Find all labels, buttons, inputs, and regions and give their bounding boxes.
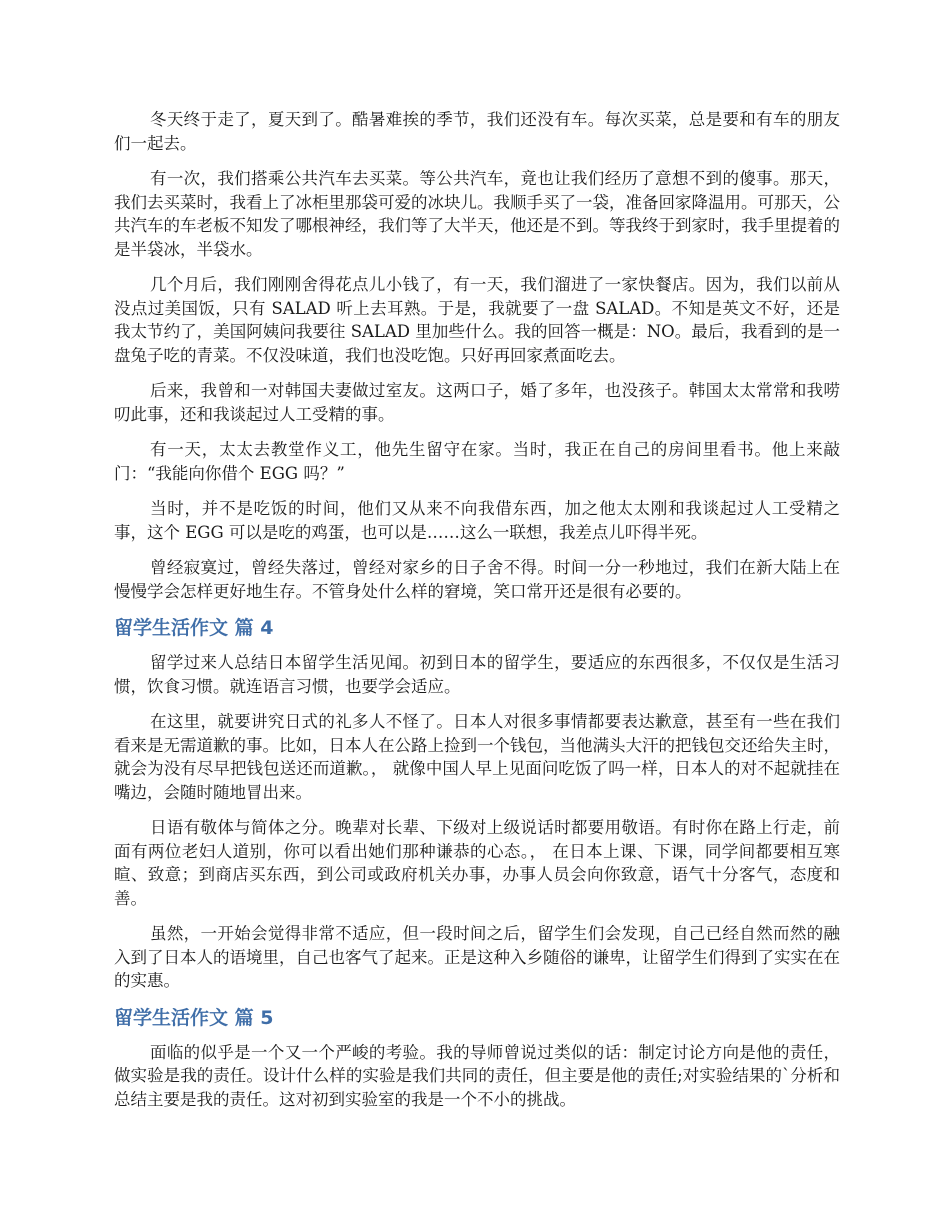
paragraph: 冬天终于走了，夏天到了。酷暑难挨的季节，我们还没有车。每次买菜，总是要和有车的朋友们一起去。 (114, 110, 840, 153)
document-page (114, 108, 840, 1123)
paragraph: 后来，我曾和一对韩国夫妻做过室友。这两口子，婚了多年，也没孩子。韩国太太常常和我唠叨此事，还和我谈起过人工受精的事。 (114, 381, 840, 424)
paragraph: 虽然，一开始会觉得非常不适应，但一段时间之后，留学生们会发现，自己已经自然而然的融入到了日本人的语境里，自己也客气了起来。正是这种入乡随俗的谦卑，让留学生们得到了实实在在的实惠。 (114, 924, 840, 990)
section-heading: 留学生活作文 篇 4 (114, 617, 274, 639)
paragraph: 有一天，太太去教堂作义工，他先生留守在家。当时，我正在自己的房间里看书。他上来敲门：“我能向你借个 EGG 吗？” (114, 440, 840, 483)
paragraph: 留学过来人总结日本留学生活见闻。初到日本的留学生，要适应的东西很多，不仅仅是生活习惯，饮食习惯。就连语言习惯，也要学会适应。 (114, 653, 840, 696)
paragraph: 当时，并不是吃饭的时间，他们又从来不向我借东西，加之他太太刚和我谈起过人工受精之事，这个 EGG 可以是吃的鸡蛋，也可以是……这么一联想，我差点儿吓得半死。 (114, 499, 840, 542)
paragraph: 有一次，我们搭乘公共汽车去买菜。等公共汽车，竟也让我们经历了意想不到的傻事。那天，我们去买菜时，我看上了冰柜里那袋可爱的冰块儿。我顺手买了一袋，准备回家降温用。可那天，公共汽车的车老板不知发了哪根神经，我们等了大半天，他还是不到。等我终于到家时，我手里提着的是半袋冰，半袋水。 (114, 169, 840, 259)
paragraph: 在这里，就要讲究日式的礼多人不怪了。日本人对很多事情都要表达歉意，甚至有一些在我们看来是无需道歉的事。比如，日本人在公路上捡到一个钱包，当他满头大汗的把钱包交还给失主时，就会为没有尽早把钱包送还而道歉。， 就像中国人早上见面问吃饭了吗一样，日本人的对不起就挂在嘴边，会随时随地冒出来。 (114, 712, 840, 802)
paragraph: 面临的似乎是一个又一个严峻的考验。我的导师曾说过类似的话：制定讨论方向是他的责任，做实验是我的责任。设计什么样的实验是我们共同的责任，但主要是他的责任;对实验结果的`分析和总结主要是我的责任。这对初到实验室的我是一个不小的挑战。 (114, 1042, 840, 1109)
paragraph: 几个月后，我们刚刚舍得花点儿小钱了，有一天，我们溜进了一家快餐店。因为，我们以前从没点过美国饭，只有 SALAD 听上去耳熟。于是，我就要了一盘 SALAD。不知是英文不好，还是我太节约了，美国阿姨问我要往 SALAD 里加些什么。我的回答一概是：NO。最后，我看到的是一盘兔子吃的青菜。不仅没味道，我们也没吃饱。只好再回家煮面吃去。 (114, 275, 840, 365)
section-heading: 留学生活作文 篇 5 (114, 1006, 274, 1029)
paragraph: 曾经寂寞过，曾经失落过，曾经对家乡的日子舍不得。时间一分一秒地过，我们在新大陆上在慢慢学会怎样更好地生存。不管身处什么样的窘境，笑口常开还是很有必要的。 (114, 558, 840, 601)
paragraph: 日语有敬体与简体之分。晚辈对长辈、下级对上级说话时都要用敬语。有时你在路上行走，前面有两位老妇人道别，你可以看出她们那种谦恭的心态。， 在日本上课、下课，同学间都要相互寒暄、致意；到商店买东西，到公司或政府机关办事，办事人员会向你致意，语气十分客气，态度和善。 (114, 818, 840, 908)
